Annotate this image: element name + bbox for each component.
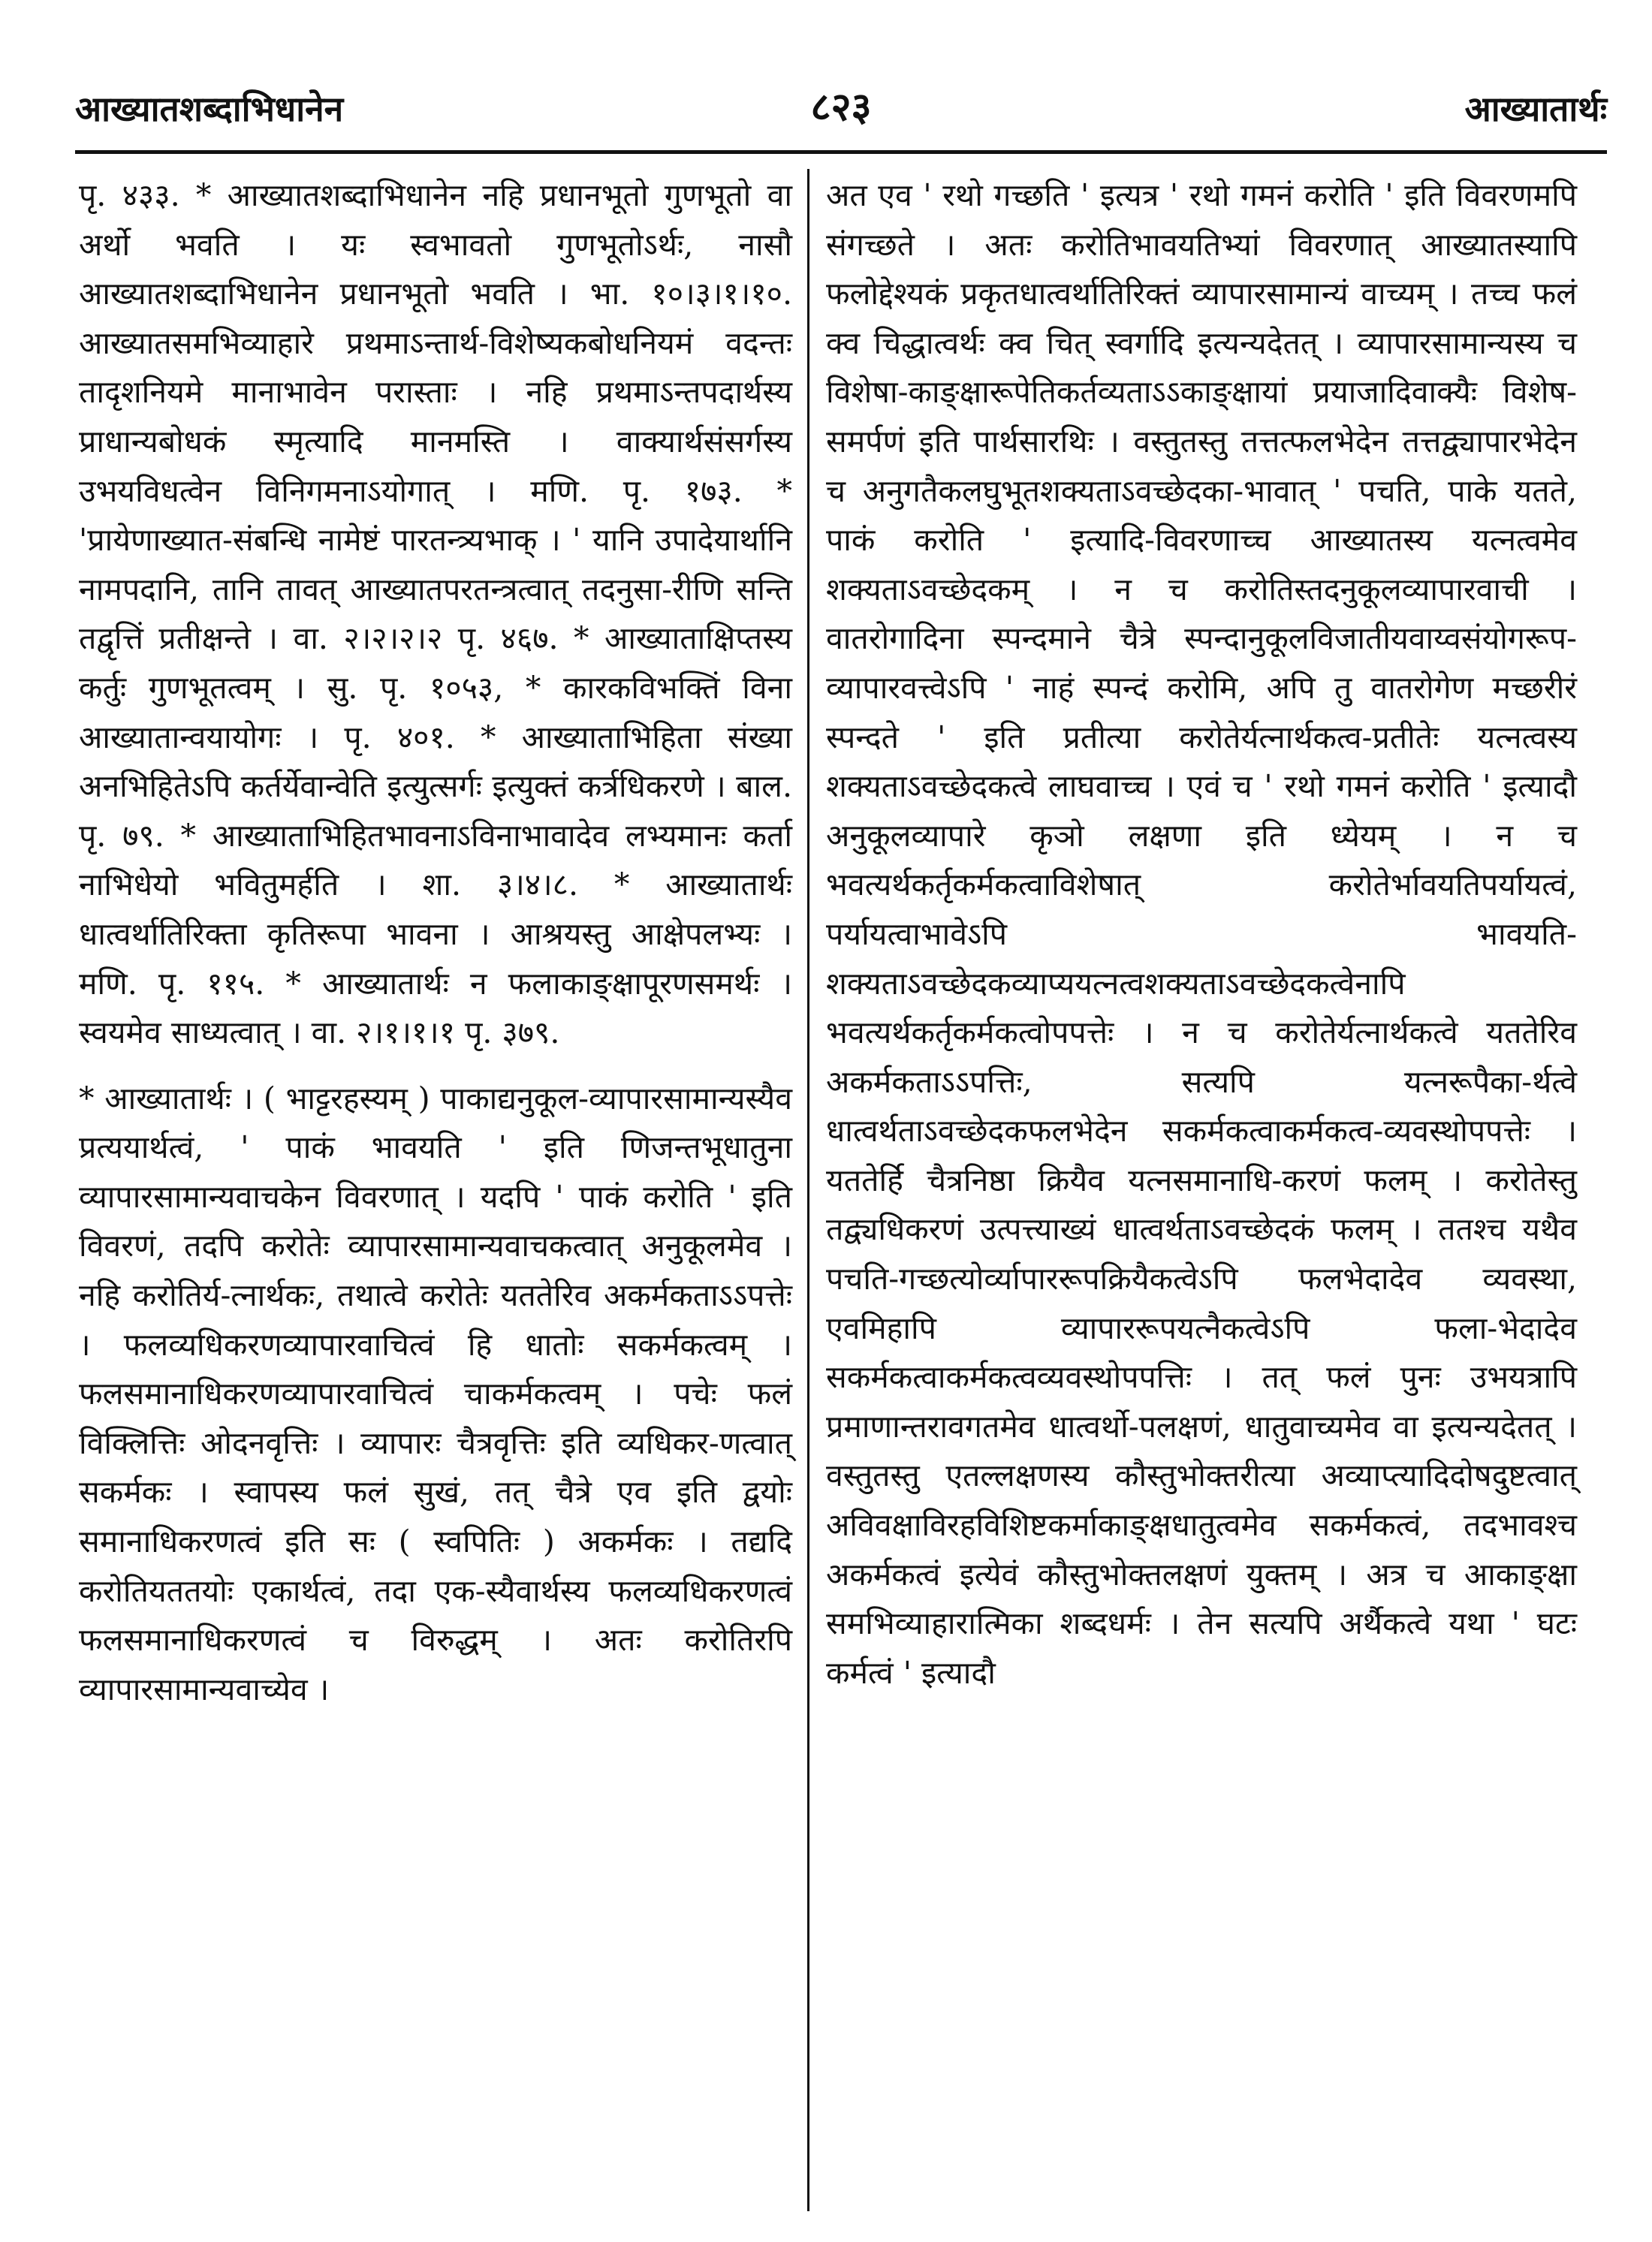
header-right-title: आख्यातार्थः (1464, 89, 1607, 129)
right-column (826, 171, 1577, 1698)
page-number: ८२३ (810, 84, 872, 130)
column-divider (807, 169, 809, 2211)
left-column (79, 171, 792, 1714)
left-paragraph-1: पृ. ४३३. * आख्यातशब्दाभिधानेन नहि प्रधानभूतो गुणभूतो वा अर्थो भवति । यः स्वभावतो गुणभूतोऽर्थः, नासौ आख्यातशब्दाभिधानेन प्रधानभूतो भवति । भा. १०।३।१।१०. आख्यातसमभिव्याहारे प्रथमाऽन्तार्थ-विशेष्यकबोधनियमं वदन्तः तादृशनियमे मानाभावेन परास्ताः । नहि प्रथमाऽन्तपदार्थस्य प्राधान्यबोधकं स्मृत्यादि मानमस्ति । वाक्यार्थसंसर्गस्य उभयविधत्वेन विनिगमनाऽयोगात् । मणि. पृ. १७३. * 'प्रायेणाख्यात-संबन्धि नामेष्टं पारतन्त्र्यभाक् । ' यानि उपादेयार्थानि नामपदानि, तानि तावत् आख्यातपरतन्त्रत्वात् तदनुसा-रीणि सन्ति तद्वृत्तिं प्रतीक्षन्ते । वा. २।२।२।२ पृ. ४६७. * आख्याताक्षिप्तस्य कर्तुः गुणभूतत्वम् । सु. पृ. १०५३, * कारकविभक्तिं विना आख्यातान्वयायोगः । पृ. ४०१. * आख्याताभिहिता संख्या अनभिहितेऽपि कर्तर्येवान्वेति इत्युत्सर्गः इत्युक्तं कर्त्रधिकरणे । बाल. पृ. ७९. * आख्याताभिहितभावनाऽविनाभावादेव लभ्यमानः कर्ता नाभिधेयो भवितुमर्हति । शा. ३।४।८. * आख्यातार्थः धात्वर्थातिरिक्ता कृतिरूपा भावना । आश्रयस्तु आक्षेपलभ्यः । मणि. पृ. ११५. * आख्यातार्थः न फलाकाङ्क्षापूरणसमर्थः । स्वयमेव साध्यत्वात् । वा. २।१।१।१ पृ. ३७९. (79, 177, 792, 1051)
left-paragraph-2: * आख्यातार्थः । ( भाट्टरहस्यम् ) पाकाद्यनुकूल-व्यापारसामान्यस्यैव प्रत्ययार्थत्वं, ' पाकं भावयति ' इति णिजन्तभूधातुना व्यापारसामान्यवाचकेन विवरणात् । यदपि ' पाकं करोति ' इति विवरणं, तदपि करोतेः व्यापारसामान्यवाचकत्वात् अनुकूलमेव । नहि करोतिर्य-त्नार्थकः, तथात्वे करोतेः यततेरिव अकर्मकताऽऽपत्तेः । फलव्यधिकरणव्यापारवाचित्वं हि धातोः सकर्मकत्वम् । फलसमानाधिकरणव्यापारवाचित्वं चाकर्मकत्वम् । पचेः फलं विक्लित्तिः ओदनवृत्तिः । व्यापारः चैत्रवृत्तिः इति व्यधिकर-णत्वात् सकर्मकः । स्वापस्य फलं सुखं, तत् चैत्रे एव इति द्वयोः समानाधिकरणत्वं इति सः ( स्वपितिः ) अकर्मकः । तद्यदि करोतियततयोः एकार्थत्वं, तदा एक-स्यैवार्थस्य फलव्यधिकरणत्वं फलसमानाधिकरणत्वं च विरुद्धम् । अतः करोतिरपि व्यापारसामान्यवाच्येव । (79, 1080, 792, 1707)
header-rule (75, 150, 1607, 154)
right-paragraph-1: अत एव ' रथो गच्छति ' इत्यत्र ' रथो गमनं करोति ' इति विवरणमपि संगच्छते । अतः करोतिभावयतिभ्यां विवरणात् आख्यातस्यापि फलोद्देश्यकं प्रकृतधात्वर्थातिरिक्तं व्यापारसामान्यं वाच्यम् । तच्च फलं क्व चिद्धात्वर्थः क्व चित् स्वर्गादि इत्यन्यदेतत् । व्यापारसामान्यस्य च विशेषा-काङ्क्षारूपेतिकर्तव्यताऽऽकाङ्क्षायां प्रयाजादिवाक्यैः विशेष-समर्पणं इति पार्थसारथिः । वस्तुतस्तु तत्तत्फलभेदेन तत्तद्व्यापारभेदेन च अनुगतैकलघुभूतशक्यताऽवच्छेदका-भावात् ' पचति, पाके यतते, पाकं करोति ' इत्यादि-विवरणाच्च आख्यातस्य यत्नत्वमेव शक्यताऽवच्छेदकम् । न च करोतिस्तदनुकूलव्यापारवाची । वातरोगादिना स्पन्दमाने चैत्रे स्पन्दानुकूलविजातीयवाय्वसंयोगरूप-व्यापारवत्त्वेऽपि ' नाहं स्पन्दं करोमि, अपि तु वातरोगेण मच्छरीरं स्पन्दते ' इति प्रतीत्या करोतेर्यत्नार्थकत्व-प्रतीतेः यत्नत्वस्य शक्यताऽवच्छेदकत्वे लाघवाच्च । एवं च ' रथो गमनं करोति ' इत्यादौ अनुकूलव्यापारे कृञो लक्षणा इति ध्येयम् । न च भवत्यर्थकर्तृकर्मकत्वाविशेषात् करोतेर्भावयतिपर्यायत्वं, पर्यायत्वाभावेऽपि भावयति-शक्यताऽवच्छेदकव्याप्ययत्नत्वशक्यताऽवच्छेदकत्वेनापि भवत्यर्थकर्तृकर्मकत्वोपपत्तेः । न च करोतेर्यत्नार्थकत्वे यततेरिव अकर्मकताऽऽपत्तिः, सत्यपि यत्नरूपैका-र्थत्वे धात्वर्थताऽवच्छेदकफलभेदेन सकर्मकत्वाकर्मकत्व-व्यवस्थोपपत्तेः । यततेर्हि चैत्रनिष्ठा क्रियैव यत्नसमानाधि-करणं फलम् । करोतेस्तु तद्व्यधिकरणं उत्पत्त्याख्यं धात्वर्थताऽवच्छेदकं फलम् । ततश्च यथैव पचति-गच्छत्योर्व्यापाररूपक्रियैकत्वेऽपि फलभेदादेव व्यवस्था, एवमिहापि व्यापाररूपयत्नैकत्वेऽपि फला-भेदादेव सकर्मकत्वाकर्मकत्वव्यवस्थोपपत्तिः । तत् फलं पुनः उभयत्रापि प्रमाणान्तरावगतमेव धात्वर्थो-पलक्षणं, धातुवाच्यमेव वा इत्यन्यदेतत् । वस्तुतस्तु एतल्लक्षणस्य कौस्तुभोक्तरीत्या अव्याप्त्यादिदोषदुष्टत्वात् अविवक्षाविरहविशिष्टकर्माकाङ्क्षधातुत्वमेव सकर्मकत्वं, तदभावश्च अकर्मकत्वं इत्येवं कौस्तुभोक्तलक्षणं युक्तम् । अत्र च आकाङ्क्षा समभिव्याहारात्मिका शब्दधर्मः । तेन सत्यपि अर्थैकत्वे यथा ' घटः कर्मत्वं ' इत्यादौ (826, 177, 1577, 1691)
header-left-title: आख्यातशब्दाभिधानेन (75, 89, 344, 129)
page-header (75, 71, 1607, 139)
